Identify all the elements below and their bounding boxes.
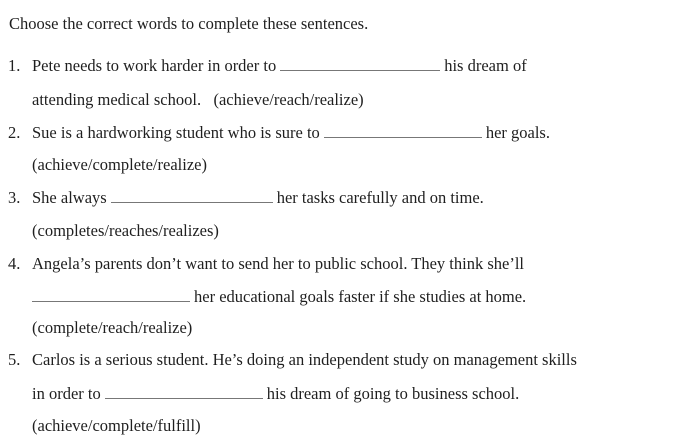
instructions: Choose the correct words to complete these sentences. bbox=[9, 14, 369, 33]
item-number: 2. bbox=[8, 123, 21, 142]
sentence-text: in order to bbox=[32, 384, 101, 403]
sentence-text: her tasks carefully and on time. bbox=[276, 188, 484, 207]
sentence-text: his dream of going to business school. bbox=[266, 384, 520, 403]
sentence-text: Pete needs to work harder in order to bbox=[32, 56, 277, 75]
sentence-text: Sue is a hardworking student who is sure to bbox=[32, 123, 320, 142]
answer-blank[interactable] bbox=[111, 188, 273, 203]
answer-blank[interactable] bbox=[32, 287, 190, 302]
item-number: 4. bbox=[8, 254, 21, 273]
sentence-text: his dream of bbox=[444, 56, 527, 75]
sentence-text: Carlos is a serious student. He’s doing an independent study on management skills bbox=[32, 350, 577, 369]
sentence-text: her goals. bbox=[485, 123, 550, 142]
answer-blank[interactable] bbox=[280, 56, 440, 71]
item-number: 5. bbox=[8, 350, 21, 369]
item-number: 3. bbox=[8, 188, 21, 207]
word-options: (achieve/complete/fulfill) bbox=[32, 416, 201, 435]
word-options: (achieve/complete/realize) bbox=[32, 155, 207, 174]
word-options: (achieve/reach/realize) bbox=[213, 90, 364, 109]
answer-blank[interactable] bbox=[105, 384, 263, 399]
word-options: (complete/reach/realize) bbox=[32, 318, 193, 337]
sentence-text: attending medical school. bbox=[32, 90, 202, 109]
sentence-text: She always bbox=[32, 188, 107, 207]
answer-blank[interactable] bbox=[324, 123, 482, 138]
item-number: 1. bbox=[8, 56, 21, 75]
sentence-text: Angela’s parents don’t want to send her to public school. They think she’ll bbox=[32, 254, 525, 273]
word-options: (completes/reaches/realizes) bbox=[32, 221, 219, 240]
sentence-text: her educational goals faster if she studies at home. bbox=[194, 287, 527, 306]
